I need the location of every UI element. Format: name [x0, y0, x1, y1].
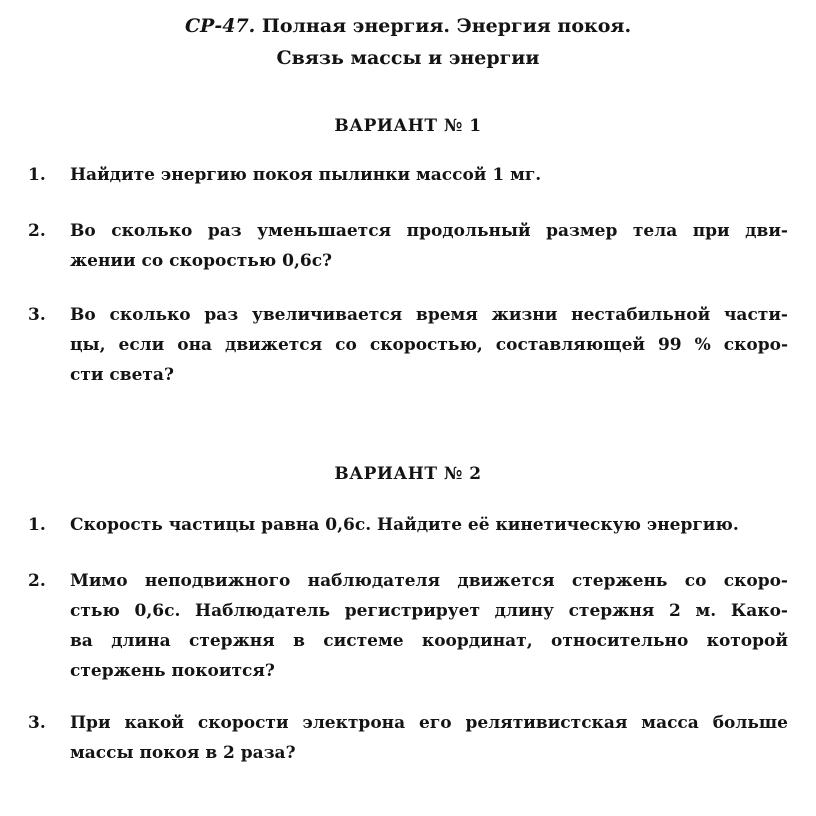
- problem-text: [70, 300, 788, 390]
- problem-line: Во сколько раз уменьшается продольный размер тела при дви-: [70, 221, 788, 241]
- problem-line: стержень покоится?: [70, 661, 275, 681]
- problem-number: 1.: [28, 165, 46, 185]
- problem-number: 2.: [28, 221, 46, 241]
- problem-number: 1.: [28, 515, 46, 535]
- problem-number: 3.: [28, 305, 46, 325]
- variant-2-heading: ВАРИАНТ № 2: [334, 464, 482, 484]
- problem-line: стью 0,6c. Наблюдатель регистрирует длину стержня 2 м. Како-: [70, 601, 788, 621]
- variant-1-heading: ВАРИАНТ № 1: [334, 116, 482, 136]
- page-title: [0, 10, 816, 42]
- problem-number: 3.: [28, 713, 46, 733]
- worksheet-code: СР-47.: [184, 15, 256, 37]
- problem-line: Во сколько раз увеличивается время жизни нестабильной части-: [70, 305, 788, 325]
- problem-line: Найдите энергию покоя пылинки массой 1 мг.: [70, 165, 542, 185]
- problem-text: [70, 216, 788, 276]
- page-subtitle: Связь массы и энергии: [276, 47, 540, 69]
- problem-text: [70, 708, 788, 768]
- title-line-1: Полная энергия. Энергия покоя.: [261, 15, 632, 37]
- problem-text: [70, 160, 788, 190]
- problem-line: При какой скорости электрона его релятивистская масса больше: [70, 713, 788, 733]
- problem-line: ва длина стержня в системе координат, относительно которой: [70, 631, 788, 651]
- problem-text: [70, 510, 788, 540]
- problem-number: 2.: [28, 571, 46, 591]
- problem-line: Скорость частицы равна 0,6c. Найдите её кинетическую энергию.: [70, 515, 739, 535]
- problem-text: [70, 566, 788, 686]
- problem-line: жении со скоростью 0,6c?: [70, 251, 333, 271]
- problem-line: массы покоя в 2 раза?: [70, 743, 296, 763]
- problem-line: Мимо неподвижного наблюдателя движется стержень со скоро-: [70, 571, 788, 591]
- problem-line: сти света?: [70, 365, 174, 385]
- problem-line: цы, если она движется со скоростью, составляющей 99 % скоро-: [70, 335, 788, 355]
